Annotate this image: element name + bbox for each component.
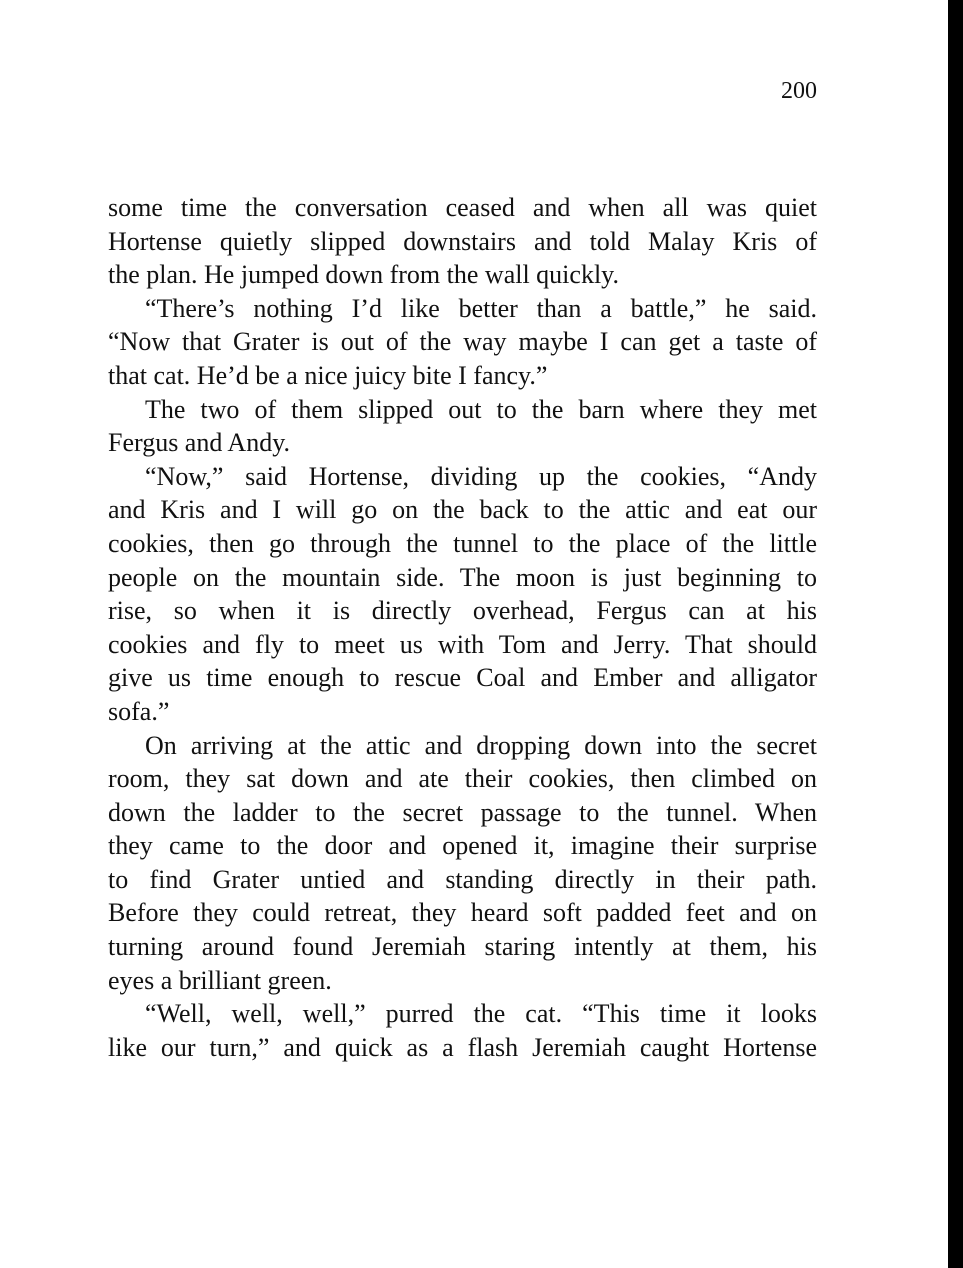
text-line: down the ladder to the secret passage to the tunnel. When (108, 797, 817, 827)
text-line: “There’s nothing I’d like better than a battle,” he said. (145, 293, 817, 323)
text-line: Fergus and Andy. (108, 428, 290, 458)
text-line: Before they could retreat, they heard soft padded feet and on (108, 898, 817, 928)
text-line: “Well, well, well,” purred the cat. “This time it looks (145, 999, 817, 1029)
scan-edge-border (948, 0, 963, 1268)
body-text (108, 191, 817, 1064)
text-line: to find Grater untied and standing directly in their path. (108, 864, 817, 894)
text-line: they came to the door and opened it, imagine their surprise (108, 831, 817, 861)
text-line: the plan. He jumped down from the wall quickly. (108, 260, 619, 290)
text-line: give us time enough to rescue Coal and Ember and alligator (108, 663, 817, 693)
text-line: that cat. He’d be a nice juicy bite I fancy.” (108, 360, 548, 390)
text-line: cookies and fly to meet us with Tom and Jerry. That should (108, 629, 817, 659)
text-line: sofa.” (108, 696, 170, 726)
text-line: eyes a brilliant green. (108, 965, 332, 995)
page-number: 200 (781, 78, 817, 104)
text-line: rise, so when it is directly overhead, Fergus can at his (108, 596, 817, 626)
text-line: some time the conversation ceased and when all was quiet (108, 193, 817, 222)
text-line: room, they sat down and ate their cookies, then climbed on (108, 764, 817, 794)
text-line: The two of them slipped out to the barn where they met (145, 394, 817, 424)
text-line: turning around found Jeremiah staring intently at them, his (108, 932, 817, 962)
text-line: like our turn,” and quick as a flash Jeremiah caught Hortense (108, 1032, 817, 1062)
text-line: people on the mountain side. The moon is just beginning to (108, 562, 817, 592)
text-line: and Kris and I will go on the back to the attic and eat our (108, 495, 817, 525)
text-line: Hortense quietly slipped downstairs and told Malay Kris of (108, 226, 817, 256)
text-line: “Now that Grater is out of the way maybe I can get a taste of (108, 327, 817, 357)
text-line: On arriving at the attic and dropping down into the secret (145, 730, 817, 760)
text-line: “Now,” said Hortense, dividing up the cookies, “Andy (145, 461, 817, 491)
text-line: cookies, then go through the tunnel to the place of the little (108, 528, 817, 558)
